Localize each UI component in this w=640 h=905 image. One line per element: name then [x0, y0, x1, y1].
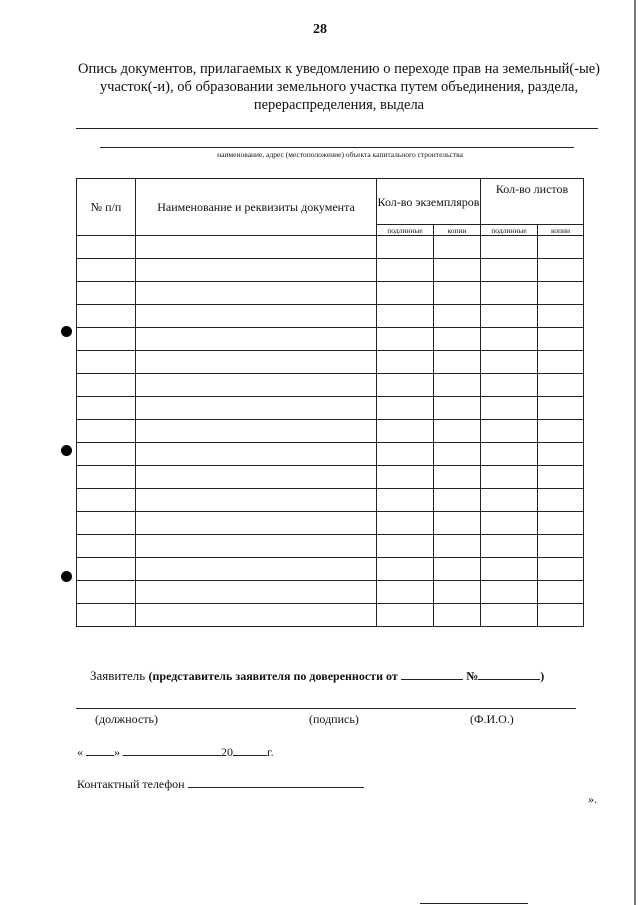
- contact-phone-label: Контактный телефон: [77, 777, 185, 791]
- contact-phone-line: [77, 775, 364, 792]
- cell-sheets-originals[interactable]: [481, 282, 538, 305]
- table-row: [77, 282, 584, 305]
- cell-copies-copies[interactable]: [434, 604, 481, 627]
- table-row: [77, 351, 584, 374]
- cell-number[interactable]: [77, 397, 136, 420]
- date-close-quote: »: [114, 745, 120, 759]
- cell-sheets-copies[interactable]: [538, 397, 584, 420]
- cell-sheets-copies[interactable]: [538, 420, 584, 443]
- cell-number[interactable]: [77, 489, 136, 512]
- cell-number[interactable]: [77, 259, 136, 282]
- cell-sheets-copies[interactable]: [538, 351, 584, 374]
- bottom-scan-line: [420, 903, 528, 904]
- cell-copies-originals[interactable]: [377, 259, 434, 282]
- cell-copies-copies[interactable]: [434, 305, 481, 328]
- table-row: [77, 236, 584, 259]
- cell-number[interactable]: [77, 581, 136, 604]
- cell-sheets-copies[interactable]: [538, 374, 584, 397]
- cell-copies-copies[interactable]: [434, 374, 481, 397]
- date-year-field[interactable]: [233, 743, 267, 756]
- date-year-suffix: г.: [267, 745, 274, 759]
- page-number: 28: [313, 22, 327, 37]
- document-title: Опись документов, прилагаемых к уведомлению о переходе прав на земельный(-ые) участок(-и), об образовании земельного участка путем объединения, раздела, перераспределения, выдела: [77, 61, 601, 113]
- cell-document-name[interactable]: [136, 305, 377, 328]
- cell-sheets-copies[interactable]: [538, 489, 584, 512]
- cell-sheets-copies[interactable]: [538, 604, 584, 627]
- table-row: [77, 489, 584, 512]
- cell-copies-copies[interactable]: [434, 489, 481, 512]
- cell-sheets-copies[interactable]: [538, 305, 584, 328]
- date-year-prefix: 20: [221, 745, 233, 759]
- cell-number[interactable]: [77, 282, 136, 305]
- cell-copies-originals[interactable]: [377, 397, 434, 420]
- cell-sheets-copies[interactable]: [538, 581, 584, 604]
- position-label: (должность): [95, 712, 158, 726]
- cell-document-name[interactable]: [136, 489, 377, 512]
- table-row: [77, 604, 584, 627]
- cell-copies-copies[interactable]: [434, 351, 481, 374]
- cell-copies-originals[interactable]: [377, 282, 434, 305]
- documents-table-body: [77, 236, 584, 627]
- subheader-sheets-originals: подлинные: [481, 225, 538, 236]
- close-paren: ): [540, 669, 545, 683]
- cell-document-name[interactable]: [136, 512, 377, 535]
- cell-copies-copies[interactable]: [434, 236, 481, 259]
- table-row: [77, 443, 584, 466]
- cell-copies-copies[interactable]: [434, 466, 481, 489]
- cell-copies-copies[interactable]: [434, 512, 481, 535]
- cell-document-name[interactable]: [136, 443, 377, 466]
- cell-sheets-originals[interactable]: [481, 305, 538, 328]
- cell-copies-copies[interactable]: [434, 443, 481, 466]
- cell-copies-originals[interactable]: [377, 443, 434, 466]
- power-of-attorney-date-field[interactable]: [401, 667, 463, 680]
- table-row: [77, 466, 584, 489]
- cell-number[interactable]: [77, 236, 136, 259]
- applicant-line: [90, 667, 590, 684]
- table-row: [77, 581, 584, 604]
- cell-number[interactable]: [77, 328, 136, 351]
- cell-sheets-originals[interactable]: [481, 535, 538, 558]
- cell-copies-originals[interactable]: [377, 558, 434, 581]
- cell-document-name[interactable]: [136, 374, 377, 397]
- cell-copies-copies[interactable]: [434, 397, 481, 420]
- cell-copies-copies[interactable]: [434, 558, 481, 581]
- documents-table: [76, 178, 584, 627]
- cell-sheets-originals[interactable]: [481, 558, 538, 581]
- cell-document-name[interactable]: [136, 236, 377, 259]
- cell-copies-copies[interactable]: [434, 420, 481, 443]
- cell-sheets-copies[interactable]: [538, 259, 584, 282]
- cell-sheets-copies[interactable]: [538, 466, 584, 489]
- cell-copies-originals[interactable]: [377, 420, 434, 443]
- cell-sheets-originals[interactable]: [481, 397, 538, 420]
- table-row: [77, 328, 584, 351]
- signature-label: (подпись): [309, 712, 359, 726]
- cell-copies-originals[interactable]: [377, 581, 434, 604]
- cell-sheets-originals[interactable]: [481, 328, 538, 351]
- scan-edge-line: [634, 0, 636, 905]
- cell-number[interactable]: [77, 466, 136, 489]
- cell-sheets-copies[interactable]: [538, 443, 584, 466]
- cell-copies-copies[interactable]: [434, 259, 481, 282]
- header-copies-count: Кол-во экземпляров: [377, 179, 481, 225]
- cell-sheets-copies[interactable]: [538, 282, 584, 305]
- cell-copies-originals[interactable]: [377, 466, 434, 489]
- cell-sheets-originals[interactable]: [481, 443, 538, 466]
- cell-sheets-originals[interactable]: [481, 466, 538, 489]
- cell-document-name[interactable]: [136, 420, 377, 443]
- cell-number[interactable]: [77, 351, 136, 374]
- table-row: [77, 374, 584, 397]
- header-number: № п/п: [77, 179, 136, 236]
- table-row: [77, 512, 584, 535]
- cell-copies-originals[interactable]: [377, 489, 434, 512]
- cell-number[interactable]: [77, 443, 136, 466]
- cell-sheets-originals[interactable]: [481, 259, 538, 282]
- object-line-1: [76, 128, 598, 129]
- cell-number[interactable]: [77, 604, 136, 627]
- punch-hole-mark: [61, 445, 72, 456]
- subheader-copies-copies: копии: [434, 225, 481, 236]
- cell-copies-originals[interactable]: [377, 374, 434, 397]
- cell-document-name[interactable]: [136, 328, 377, 351]
- cell-document-name[interactable]: [136, 535, 377, 558]
- applicant-label: Заявитель: [90, 668, 146, 683]
- cell-document-name[interactable]: [136, 282, 377, 305]
- table-row: [77, 420, 584, 443]
- object-caption: наименование, адрес (местоположение) объекта капитального строительства: [217, 150, 463, 159]
- date-day-field[interactable]: [86, 743, 114, 756]
- cell-copies-originals[interactable]: [377, 535, 434, 558]
- cell-sheets-copies[interactable]: [538, 512, 584, 535]
- cell-number[interactable]: [77, 512, 136, 535]
- cell-copies-copies[interactable]: [434, 282, 481, 305]
- cell-sheets-originals[interactable]: [481, 351, 538, 374]
- cell-document-name[interactable]: [136, 397, 377, 420]
- cell-sheets-copies[interactable]: [538, 558, 584, 581]
- cell-document-name[interactable]: [136, 351, 377, 374]
- cell-document-name[interactable]: [136, 259, 377, 282]
- cell-sheets-copies[interactable]: [538, 328, 584, 351]
- full-name-label: (Ф.И.О.): [470, 712, 514, 726]
- cell-copies-copies[interactable]: [434, 581, 481, 604]
- cell-document-name[interactable]: [136, 558, 377, 581]
- cell-copies-copies[interactable]: [434, 535, 481, 558]
- table-row: [77, 535, 584, 558]
- date-open-quote: «: [77, 745, 83, 759]
- cell-sheets-originals[interactable]: [481, 420, 538, 443]
- cell-sheets-copies[interactable]: [538, 236, 584, 259]
- punch-hole-mark: [61, 326, 72, 337]
- object-line-2: [100, 147, 574, 148]
- subheader-copies-originals: подлинные: [377, 225, 434, 236]
- table-row: [77, 558, 584, 581]
- cell-copies-copies[interactable]: [434, 328, 481, 351]
- cell-sheets-originals[interactable]: [481, 236, 538, 259]
- contact-phone-field[interactable]: [188, 775, 364, 788]
- subheader-sheets-copies: копии: [538, 225, 584, 236]
- header-sheets-count: Кол-во листов: [481, 179, 584, 225]
- cell-copies-originals[interactable]: [377, 604, 434, 627]
- cell-copies-originals[interactable]: [377, 236, 434, 259]
- cell-number[interactable]: [77, 558, 136, 581]
- cell-number[interactable]: [77, 535, 136, 558]
- cell-number[interactable]: [77, 420, 136, 443]
- punch-hole-mark: [61, 571, 72, 582]
- cell-sheets-originals[interactable]: [481, 512, 538, 535]
- cell-document-name[interactable]: [136, 604, 377, 627]
- cell-number[interactable]: [77, 374, 136, 397]
- header-document-name: Наименование и реквизиты документа: [136, 179, 377, 236]
- cell-sheets-originals[interactable]: [481, 604, 538, 627]
- table-row: [77, 259, 584, 282]
- table-row: [77, 305, 584, 328]
- cell-sheets-originals[interactable]: [481, 489, 538, 512]
- cell-copies-originals[interactable]: [377, 305, 434, 328]
- cell-document-name[interactable]: [136, 581, 377, 604]
- power-of-attorney-number-field[interactable]: [478, 667, 540, 680]
- cell-copies-originals[interactable]: [377, 328, 434, 351]
- representative-text: (представитель заявителя по доверенности от: [148, 669, 398, 683]
- signature-line[interactable]: [76, 708, 576, 709]
- cell-sheets-originals[interactable]: [481, 374, 538, 397]
- date-month-field[interactable]: [123, 743, 221, 756]
- cell-copies-originals[interactable]: [377, 351, 434, 374]
- number-sign: №: [466, 669, 479, 683]
- date-line: [77, 743, 274, 760]
- cell-copies-originals[interactable]: [377, 512, 434, 535]
- cell-sheets-copies[interactable]: [538, 535, 584, 558]
- closing-mark: ».: [588, 792, 597, 806]
- table-row: [77, 397, 584, 420]
- cell-sheets-originals[interactable]: [481, 581, 538, 604]
- cell-number[interactable]: [77, 305, 136, 328]
- cell-document-name[interactable]: [136, 466, 377, 489]
